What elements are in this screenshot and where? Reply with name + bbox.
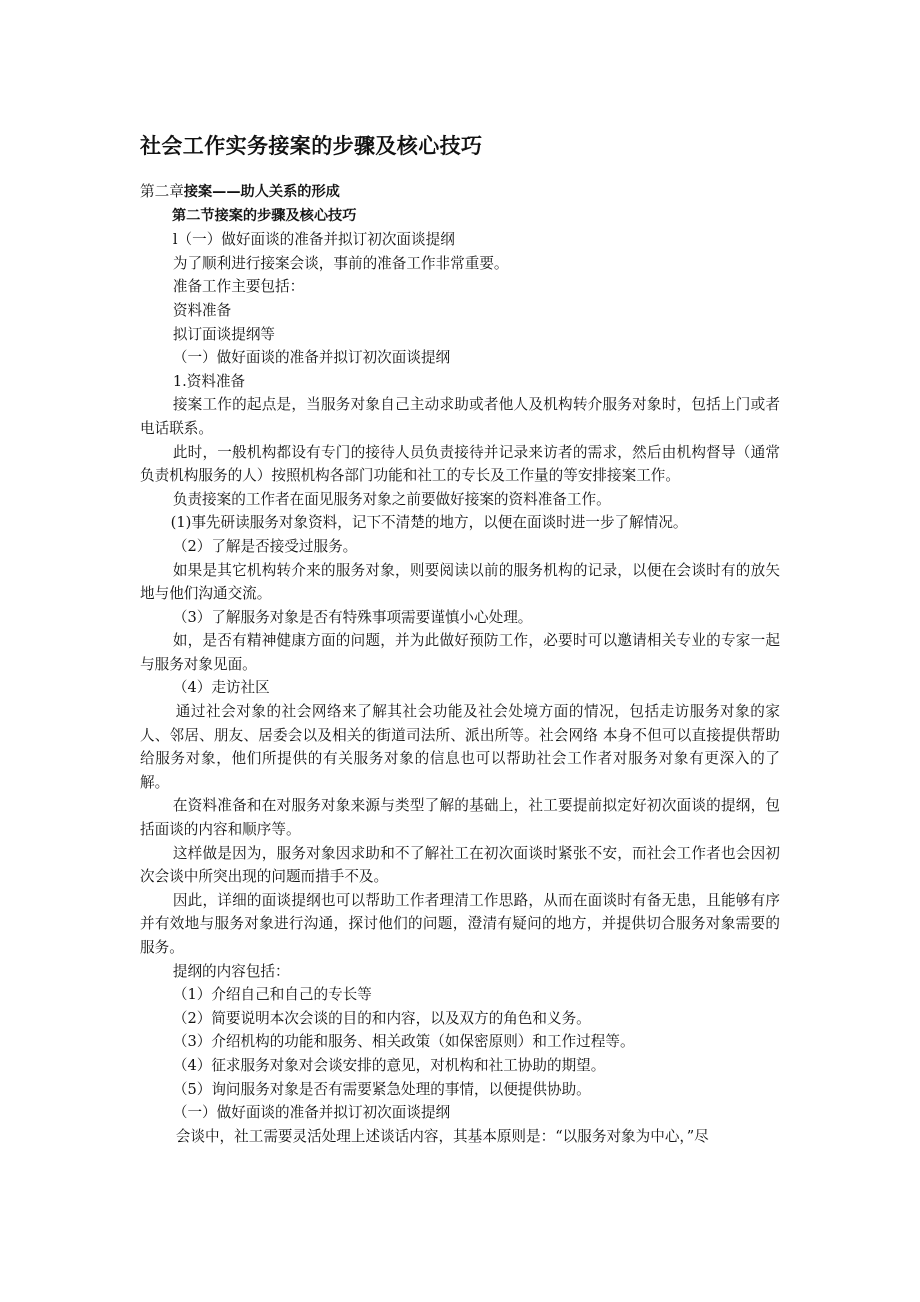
paragraph: 负责接案的工作者在面见服务对象之前要做好接案的资料准备工作。 bbox=[172, 490, 611, 508]
paragraph: 接案工作的起点是，当服务对象自己主动求助或者他人及机构转介服务对象时，包括上门或者电话联系。 bbox=[140, 396, 780, 437]
paragraph: 此时，一般机构都设有专门的接待人员负责接待并记录来访者的需求，然后由机构督导（通常负责机构服务的人）按照机构各部门功能和社工的专长及工作量的等安排接案工作。 bbox=[140, 443, 780, 485]
list-item: （2）简要说明本次会谈的目的和内容，以及双方的角色和义务。 bbox=[172, 1009, 591, 1027]
paragraph: 拟订面谈提纲等 bbox=[172, 325, 276, 343]
paragraph: （3）了解服务对象是否有特殊事项需要谨慎小心处理。 bbox=[172, 608, 533, 626]
paragraph: （4）走访社区 bbox=[172, 679, 270, 697]
list-item: （1）介绍自己和自己的专长等 bbox=[172, 986, 372, 1004]
paragraph: 1.资料准备 bbox=[172, 372, 246, 390]
paragraph: 这样做是因为，服务对象因求助和不了解社工在初次面谈时紧张不安，而社会工作者也会因初次会谈中所突出现的问题而措手不及。 bbox=[140, 844, 780, 886]
paragraph: 因此，详细的面谈提纲也可以帮助工作者理清工作思路，从而在面谈时有备无患，且能够有序并有效地与服务对象进行沟通，探讨他们的问题，澄清有疑问的地方，并提供切合服务对象需要的服务。 bbox=[140, 891, 780, 956]
document-body bbox=[140, 180, 780, 1148]
list-item: （5）询问服务对象是否有需要紧急处理的事情，以便提供协助。 bbox=[172, 1080, 591, 1098]
paragraph: 如，是否有精神健康方面的问题，并为此做好预防工作，必要时可以邀请相关专业的专家一起与服务对象见面。 bbox=[140, 632, 780, 673]
list-item: （3）介绍机构的功能和服务、相关政策（如保密原则）和工作过程等。 bbox=[172, 1033, 635, 1051]
paragraph: 准备工作主要包括： bbox=[172, 278, 305, 296]
paragraph: 为了顺利进行接案会谈，事前的准备工作非常重要。 bbox=[172, 254, 509, 272]
paragraph: 如果是其它机构转介来的服务对象，则要阅读以前的服务机构的记录，以便在会谈时有的放矢地与他们沟通交流。 bbox=[140, 561, 780, 603]
paragraph: （一）做好面谈的准备并拟订初次面谈提纲 bbox=[172, 349, 451, 367]
document-title: 社会工作实务接案的步骤及核心技巧 bbox=[140, 134, 483, 158]
paragraph: 会谈中，社工需要灵活处理上述谈话内容，其基本原则是：“以服务对象为中心，”尽 bbox=[175, 1127, 709, 1145]
paragraph: (1)事先研读服务对象资料，记下不清楚的地方，以便在面谈时进一步了解情况。 bbox=[170, 514, 688, 532]
chapter-heading bbox=[140, 180, 780, 205]
list-item: （4）征求服务对象对会谈安排的意见，对机构和社工协助的期望。 bbox=[172, 1056, 606, 1074]
paragraph: 在资料准备和在对服务对象来源与类型了解的基础上，社工要提前拟定好初次面谈的提纲，包括面谈的内容和顺序等。 bbox=[140, 797, 780, 839]
paragraph: l（一）做好面谈的准备并拟订初次面谈提纲 bbox=[172, 231, 455, 249]
paragraph: （一）做好面谈的准备并拟订初次面谈提纲 bbox=[172, 1104, 451, 1122]
paragraph: 提纲的内容包括： bbox=[172, 962, 290, 980]
paragraph: （2）了解是否接受过服务。 bbox=[172, 537, 358, 555]
section-heading: 第二节接案的步骤及核心技巧 bbox=[171, 207, 357, 224]
chapter-title: 接案——助人关系的形成 bbox=[183, 184, 340, 200]
chapter-prefix: 第二章 bbox=[140, 183, 184, 200]
paragraph: 通过社会对象的社会网络来了解其社会功能及社会处境方面的情况，包括走访服务对象的家人、邻居、朋友、居委会以及相关的街道司法所、派出所等。社会网络 本身不但可以直接提供帮助给服务对象，他们所提供的有关服务对象的信息也可以帮助社会工作者对服务对象有更深入的了解。 bbox=[140, 703, 780, 791]
paragraph: 资料准备 bbox=[172, 301, 232, 319]
